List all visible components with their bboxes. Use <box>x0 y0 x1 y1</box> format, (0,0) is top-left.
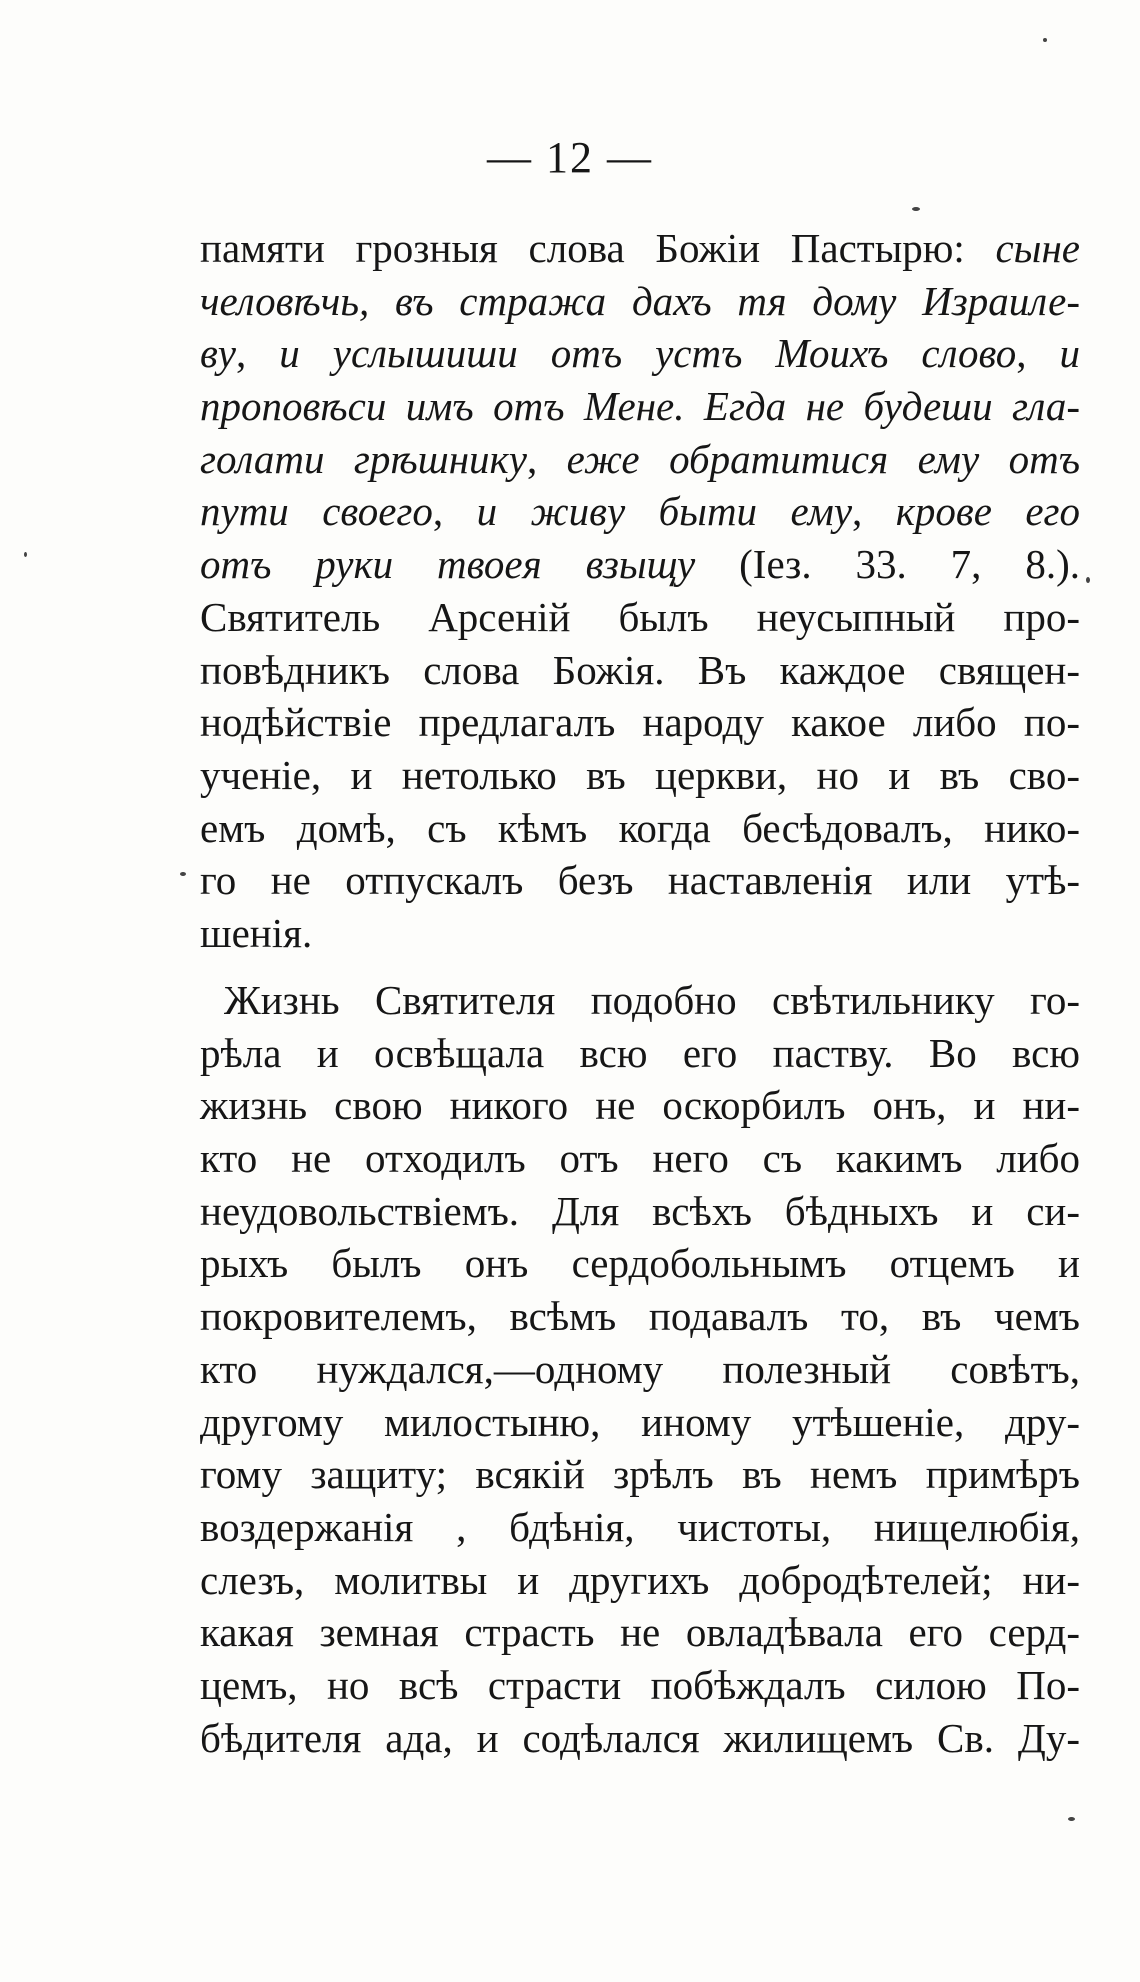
print-speck <box>24 552 27 557</box>
text-line: шенія. <box>200 909 313 956</box>
text-line: го не отпускалъ безъ наставленія или утѣ- <box>200 857 1080 904</box>
text-line: кто нуждался,—одному полезный совѣтъ, <box>200 1345 1080 1392</box>
text-line: слезъ, молитвы и другихъ добродѣтелей; ни- <box>200 1556 1080 1603</box>
text-line: какая земная страсть не овладѣвала его серд- <box>200 1609 1080 1656</box>
text-line: проповѣси имъ отъ Мене. Егда не будеши гла- <box>200 383 1080 430</box>
text-line: отъ руки твоея взыщу (Іез. 33. 7, 8.). <box>200 541 1080 588</box>
print-speck <box>180 872 186 876</box>
text-line: воздержанія , бдѣнія, чистоты, нищелюбія, <box>200 1503 1080 1550</box>
text-line: ву, и услышиши отъ устъ Моихъ слово, и <box>200 330 1081 377</box>
text-line: человѣчь, въ стража дахъ тя дому Израиле- <box>200 277 1080 324</box>
paragraph-life-of-saint <box>200 974 1080 1764</box>
text-line: неудовольствіемъ. Для всѣхъ бѣдныхъ и си- <box>200 1187 1080 1234</box>
text-line: Жизнь Святителя подобно свѣтильнику го- <box>224 977 1080 1023</box>
text-line: другому милостыню, иному утѣшеніе, дру- <box>200 1398 1080 1445</box>
text-line: повѣдникъ слова Божія. Въ каждое священ- <box>200 646 1080 693</box>
text-line: жизнь свою никого не оскорбилъ онъ, и ни- <box>200 1082 1080 1129</box>
text-line: цемъ, но всѣ страсти побѣждалъ силою По- <box>200 1661 1080 1708</box>
text-line: бѣдителя ада, и содѣлался жилищемъ Св. Ду- <box>200 1714 1080 1761</box>
text-line: пути своего, и живу быти ему, крове его <box>200 488 1081 535</box>
text-line: покровителемъ, всѣмъ подавалъ то, въ чемъ <box>200 1293 1080 1340</box>
text-line: ученіе, и нетолько въ церкви, но и въ сво- <box>200 751 1080 798</box>
print-speck <box>1043 38 1047 42</box>
print-speck <box>1086 577 1090 583</box>
text-line: емъ домѣ, съ кѣмъ когда бесѣдовалъ, нико- <box>200 804 1080 851</box>
paragraph-scripture-quote <box>200 222 1080 960</box>
text-line: голати грѣшнику, еже обратитися ему отъ <box>200 435 1080 482</box>
text-line: нодѣйствіе предлагалъ народу какое либо по- <box>200 699 1080 746</box>
text-line: гому защиту; всякій зрѣлъ въ немъ примѣръ <box>200 1451 1080 1498</box>
text-line: Святитель Арсеній былъ неусыпный про- <box>200 593 1080 640</box>
text-line: памяти грозныя слова Божіи Пастырю: сыне <box>200 225 1080 271</box>
page-number: — 12 — <box>487 133 653 182</box>
print-speck <box>1068 1817 1075 1821</box>
text-line: рѣла и освѣщала всю его паству. Во всю <box>200 1029 1080 1076</box>
text-line: рыхъ былъ онъ сердобольнымъ отцемъ и <box>200 1240 1080 1287</box>
text-line: кто не отходилъ отъ него съ какимъ либо <box>200 1135 1080 1182</box>
print-speck <box>912 207 920 211</box>
